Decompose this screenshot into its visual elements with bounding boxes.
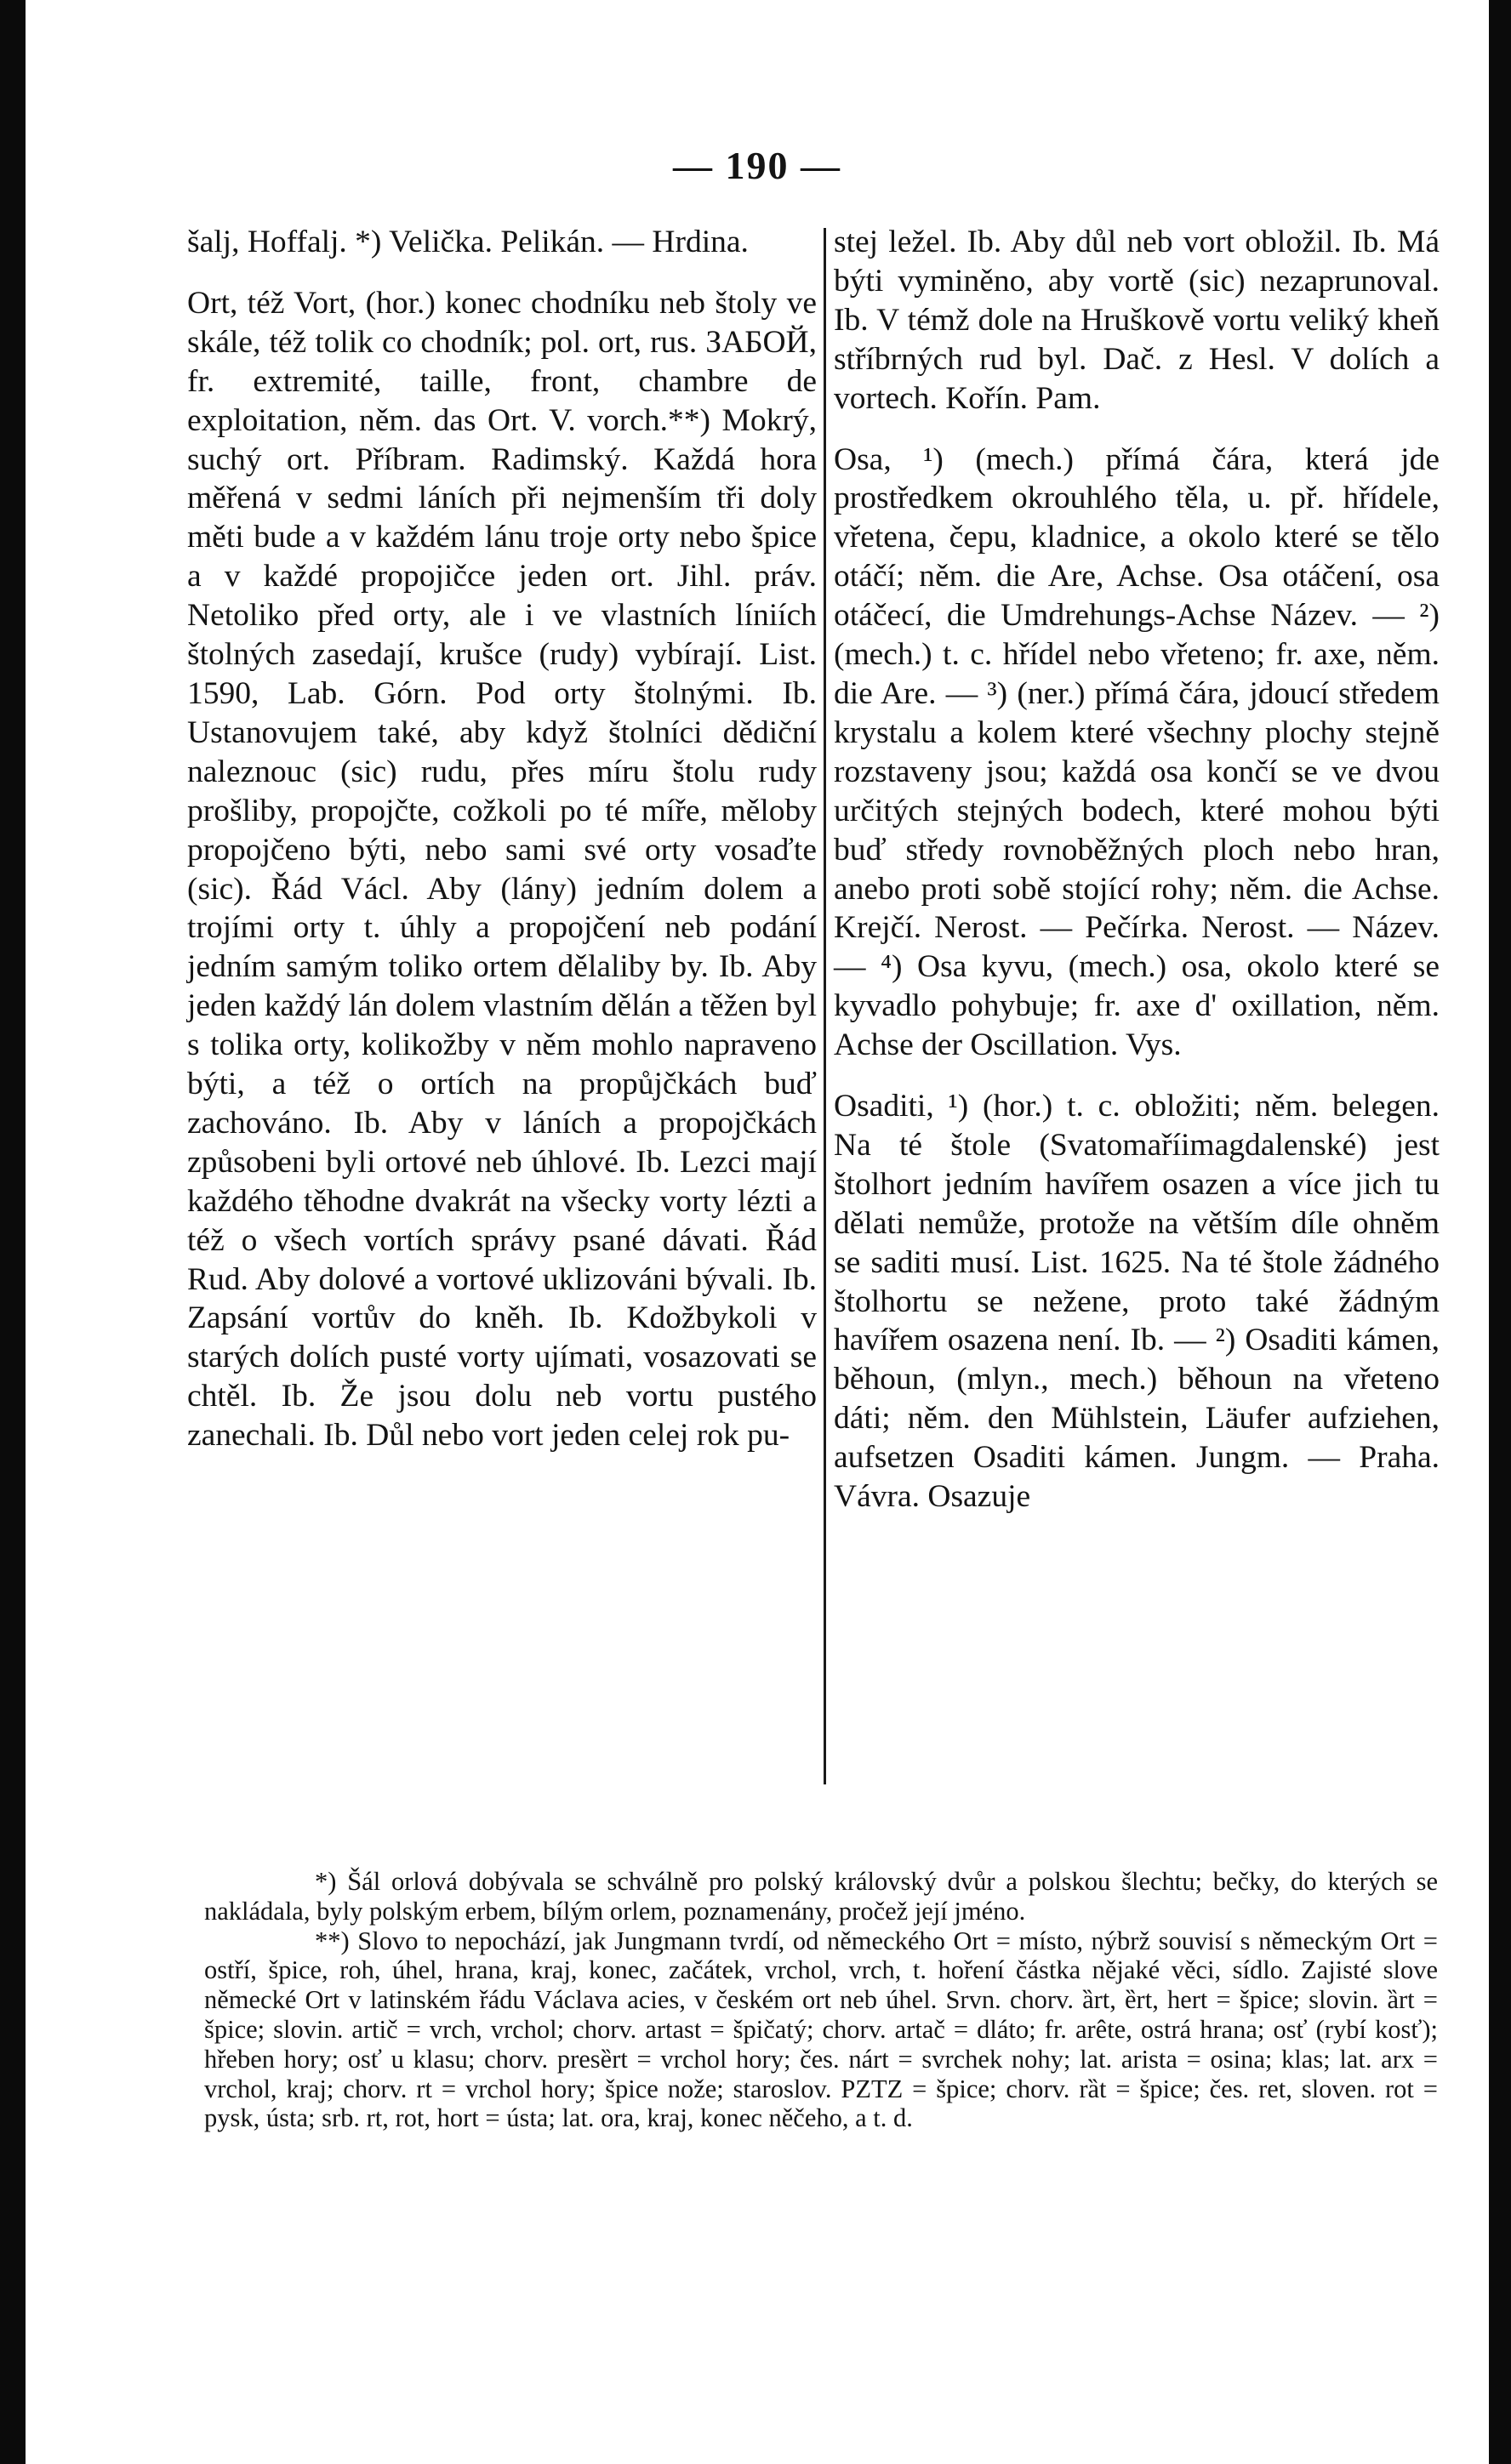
right-column bbox=[834, 223, 1440, 1788]
entry-osaditi: Osaditi, ¹) (hor.) t. c. obložiti; něm. belegen. Na té štole (Svatomaříimagdalenské) jest štolhort jedním havířem osazen a více jich tu dělati nemůže, protože na větším díle ohněm se saditi musí. List. 1625. Na té štole žádného štolhortu se nežene, proto také žádným havířem osazena není. Ib. — ²) Osaditi kámen, běhoun, (mlyn., mech.) běhoun na vřeteno dáti; něm. den Mühlstein, Läufer aufziehen, aufsetzen Osaditi kámen. Jungm. — Praha. Vávra. Osazuje bbox=[834, 1089, 1440, 1515]
entry-ort-continuation: stej ležel. Ib. Aby důl neb vort obložil. Ib. Má býti vyminěno, aby vortě (sic) nezaprunoval. Ib. V témž dole na Hruškově vortu veliký kheň stříbrných rud byl. Dač. z Hesl. V dolích a vortech. Kořín. Pam. bbox=[834, 225, 1440, 416]
page-number: — 190 — bbox=[673, 144, 841, 187]
footnote-2: **) Slovo to nepochází, jak Jungmann tvrdí, od německého Ort = místo, nýbrž souvisí s německým Ort = ostří, špice, roh, úhel, hrana, kraj, konec, začátek, vrchol, vrch, t. hoření částka nějaké věci, sídlo. Zajisté slove německé Ort v latinském řádu Václava acies, v českém ort neb úhel. Srvn. chorv. ȁrt, ȅrt, hert = špice; slovin. ȁrt = špice; slovin. artič = vrch, vrchol; chorv. artast = špičatý; chorv. artač = dláto; fr. arête, ostrá hrana; osť (rybí kosť); hřeben hory; osť u klasu; chorv. presȅrt = vrchol hory; čes. nárt = svrchek nohy; lat. arista = osina; klas; lat. arx = vrchol, kraj; chorv. rt = vrchol hory; špice nože; staroslov. PZTZ = špice; chorv. rȁt = špice; čes. ret, sloven. rot = pysk, ústa; srb. rt, rot, hort = ústa; lat. ora, kraj, konec něčeho, a t. d. bbox=[204, 1926, 1438, 2133]
entry-osa: Osa, ¹) (mech.) přímá čára, která jde prostředkem okrouhlého těla, u. př. hřídele, vřetena, čepu, kladnice, a okolo které se tělo otáčí; něm. die Are, Achse. Osa otáčení, osa otáčecí, die Umdrehungs-Achse Název. — ²) (mech.) t. c. hřídel nebo vřeteno; fr. axe, něm. die Are. — ³) (ner.) přímá čára, jdoucí středem krystalu a kolem které všechny plochy stejně rozstaveny jsou; každá osa končí se ve dvou určitých stejných bodech, které mohou býti buď středy rovnoběžných ploch nebo hran, anebo proti sobě stojící rohy; něm. die Achse. Krejčí. Nerost. — Pečírka. Nerost. — Název. — ⁴) Osa kyvu, (mech.) osa, okolo které se kyvadlo pohybuje; fr. axe d' oxillation, něm. Achse der Oscillation. Vys. bbox=[834, 441, 1440, 1063]
footnote-1: *) Šál orlová dobývala se schválně pro polský královský dvůr a polskou šlechtu; bečky, do kterých se nakládala, byly polským erbem, bílým orlem, poznamenány, pročež její jméno. bbox=[204, 1867, 1438, 1926]
book-page bbox=[26, 0, 1489, 2464]
left-column bbox=[187, 223, 817, 1788]
entry-ort: Ort, též Vort, (hor.) konec chodníku neb štoly ve skále, též tolik co chodník; pol. ort, rus. ЗАБОЙ, fr. extremité, taille, front, chambre de exploitation, něm. das Ort. V. vorch.**) Mokrý, suchý ort. Příbram. Radimský. Každá hora měřená v sedmi láních při nejmenším tři doly měti bude a v každém lánu troje orty nebo špice a v každé propojičce jeden ort. Jihl. práv. Netoliko před orty, ale i ve vlastních líniích štolných zasedají, krušce (rudy) vybírají. List. 1590, Lab. Górn. Pod orty štolnými. Ib. Ustanovujem také, aby když štolníci dědiční naleznouc (sic) rudu, přes míru štolu rudy prošliby, propojčte, cožkoli po té míře, měloby propojčeno býti, nebo sami své orty vosaďte (sic). Řád Václ. Aby (lány) jedním dolem a trojími orty t. úhly a propojčení neb podání jedním samým toliko ortem dělaliby by. Ib. Aby jeden každý lán dolem vlastním dělán a těžen byl s tolika orty, kolikožby v něm mohlo napraveno býti, a též o ortích na propůjčkách buď zachováno. Ib. Aby v láních a propojčkách způsobeni byli ortové neb úhlové. Ib. Lezci mají každého těhodne dvakrát na všecky vorty lézti a též o všech vortích správy psané dávati. Řád Rud. Aby dolové a vortové uklizováni bývali. Ib. Zapsání vortův do kněh. Ib. Kdožbykoli v starých dolích pusté vorty ujímati, vosazovati se chtěl. Ib. Že jsou dolu neb vortu pustého zanechali. Ib. Důl nebo vort jeden celej rok pu- bbox=[187, 285, 817, 1454]
entry-salj-continuation: šalj, Hoffalj. *) Velička. Pelikán. — Hrdina. bbox=[187, 225, 749, 259]
footnotes bbox=[204, 1867, 1438, 2133]
column-divider bbox=[824, 228, 826, 1784]
